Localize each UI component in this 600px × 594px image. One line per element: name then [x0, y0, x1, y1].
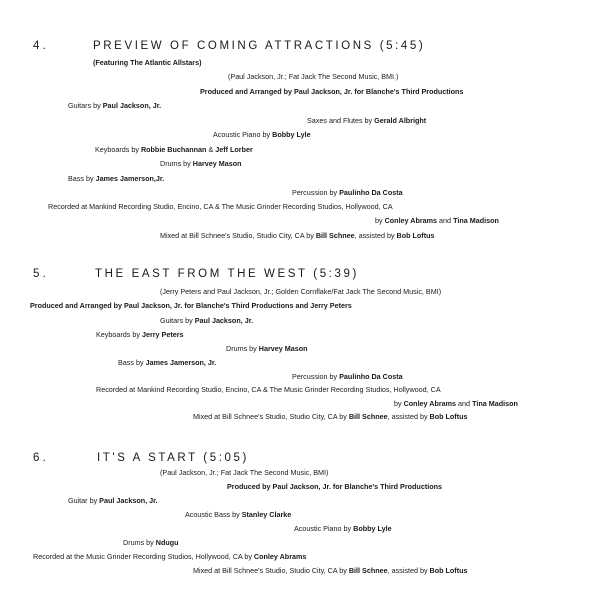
credit-line: (Jerry Peters and Paul Jackson, Jr.; Golden Cornflake/Fat Jack The Second Music, BMI) [160, 287, 442, 296]
credit-line: Acoustic Piano by Bobby Lyle [213, 130, 311, 139]
credit-line: Bass by James Jamerson, Jr. [118, 358, 217, 367]
credit-line: by Conley Abrams and Tina Madison [394, 399, 518, 408]
track-number: 4 . [33, 40, 46, 52]
credit-line: Guitar by Paul Jackson, Jr. [68, 496, 158, 505]
credit-line: Produced and Arranged by Paul Jackson, Jr. for Blanche's Third Productions [200, 87, 464, 96]
credit-line: Keyboards by Jerry Peters [96, 330, 184, 339]
credit-line: Produced and Arranged by Paul Jackson, Jr. for Blanche's Third Productions and Jerry Peters [30, 301, 352, 310]
credit-line: Mixed at Bill Schnee's Studio, Studio City, CA by Bill Schnee, assisted by Bob Loftus [193, 566, 468, 575]
credit-line: Recorded at the Music Grinder Recording Studios, Hollywood, CA by Conley Abrams [33, 552, 307, 561]
credit-line: Drums by Harvey Mason [226, 344, 308, 353]
track-title: THE EAST FROM THE WEST (5:39) [95, 268, 359, 280]
credit-line: (Paul Jackson, Jr.; Fat Jack The Second Music, BMI) [160, 468, 329, 477]
track-number: 5 . [33, 268, 46, 280]
credit-line: Drums by Ndugu [123, 538, 179, 547]
credit-line: Saxes and Flutes by Gerald Albright [307, 116, 427, 125]
credit-line: Acoustic Bass by Stanley Clarke [185, 510, 292, 519]
credit-line: Produced by Paul Jackson, Jr. for Blanche's Third Productions [227, 482, 442, 491]
credit-line: Guitars by Paul Jackson, Jr. [160, 316, 254, 325]
credit-line: Drums by Harvey Mason [160, 159, 242, 168]
credit-line: Mixed at Bill Schnee's Studio, Studio City, CA by Bill Schnee, assisted by Bob Loftus [160, 231, 435, 240]
credit-line: Recorded at Mankind Recording Studio, Encino, CA & The Music Grinder Recording Studios, Hollywood, CA [48, 202, 393, 211]
credit-line: (Featuring The Atlantic Allstars) [93, 58, 202, 67]
track-number: 6 . [33, 452, 46, 464]
credit-line: Recorded at Mankind Recording Studio, Encino, CA & The Music Grinder Recording Studios, Hollywood, CA [96, 385, 441, 394]
credit-line: (Paul Jackson, Jr.; Fat Jack The Second Music, BMI.) [228, 72, 399, 81]
credit-line: Percussion by Paulinho Da Costa [292, 188, 403, 197]
credit-line: Acoustic Piano by Bobby Lyle [294, 524, 392, 533]
track-title: PREVIEW OF COMING ATTRACTIONS (5:45) [93, 40, 426, 52]
credit-line: Keyboards by Robbie Buchannan & Jeff Lorber [95, 145, 253, 154]
credit-line: Mixed at Bill Schnee's Studio, Studio City, CA by Bill Schnee, assisted by Bob Loftus [193, 412, 468, 421]
track-title: IT'S A START (5:05) [97, 452, 249, 464]
credit-line: Percussion by Paulinho Da Costa [292, 372, 403, 381]
credit-line: Bass by James Jamerson,Jr. [68, 174, 165, 183]
credit-line: by Conley Abrams and Tina Madison [375, 216, 499, 225]
credit-line: Guitars by Paul Jackson, Jr. [68, 101, 162, 110]
